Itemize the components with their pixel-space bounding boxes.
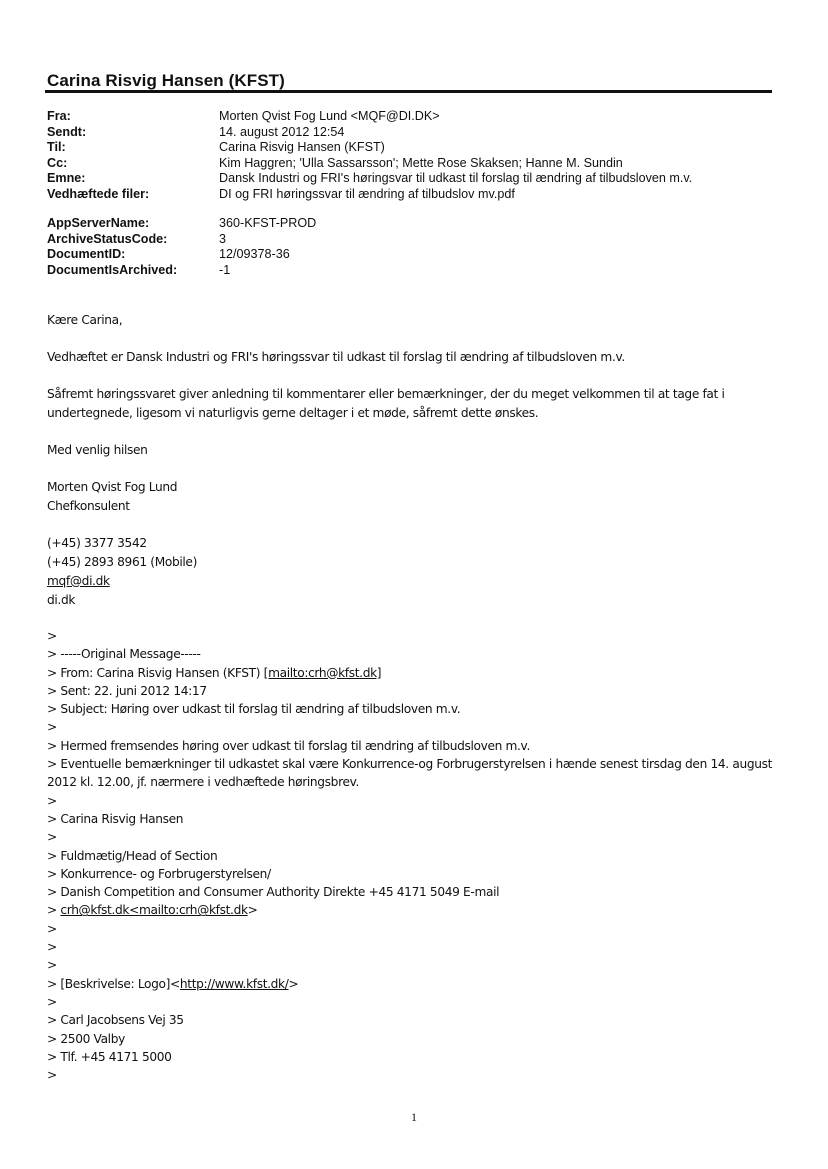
email-header-fields	[47, 109, 692, 202]
quote-sent: > Sent: 22. juni 2012 14:17	[47, 683, 207, 698]
field-document-id	[47, 247, 316, 263]
signature-name: Morten Qvist Fog Lund	[47, 480, 178, 494]
document-title: Carina Risvig Hansen (KFST)	[47, 71, 285, 90]
quote-role: > Fuldmætig/Head of Section	[47, 848, 218, 863]
field-subject	[47, 171, 692, 187]
quote-original-marker: > -----Original Message-----	[47, 647, 201, 662]
field-cc	[47, 156, 692, 172]
closing: Med venlig hilsen	[47, 443, 148, 457]
quote-logo: > [Beskrivelse: Logo]<http://www.kfst.dk/>	[47, 976, 299, 991]
quote-line: >	[47, 940, 57, 955]
field-label: Vedhæftede filer:	[47, 186, 150, 201]
signature-phone: (+45) 3377 3542	[47, 536, 147, 550]
signature-website: di.dk	[47, 593, 76, 607]
quote-eventuelle: > Eventuelle bemærkninger til udkastet skal være Konkurrence-og Forbrugerstyrelsen i hænde senest tirsdag den 14. august 2012 kl. 12.00, jf. nærmere i vedhæftede høringsbrev.	[47, 757, 773, 790]
quote-phone: > Tlf. +45 4171 5000	[47, 1049, 172, 1064]
field-label: Cc:	[47, 155, 68, 170]
archive-fields	[47, 216, 316, 278]
field-sent	[47, 125, 692, 141]
message-body	[47, 311, 782, 610]
field-value: -1	[219, 262, 231, 277]
field-app-server	[47, 216, 316, 232]
quote-line: >	[47, 793, 57, 808]
field-value: Kim Haggren; 'Ulla Sassarsson'; Mette Rose Skaksen; Hanne M. Sundin	[219, 155, 623, 170]
quote-authority: > Danish Competition and Consumer Authority Direkte +45 4171 5049 E-mail	[47, 885, 500, 900]
quote-city: > 2500 Valby	[47, 1031, 125, 1046]
field-label: Sendt:	[47, 124, 87, 139]
quote-name: > Carina Risvig Hansen	[47, 811, 184, 826]
paragraph-feedback: Såfremt høringssvaret giver anledning til kommentarer eller bemærkninger, der du meget velkommen til at tage fat i undertegnede, ligesom vi naturligvis gerne deltager i et møde, såfremt dette ønskes.	[47, 387, 725, 420]
quote-subject: > Subject: Høring over udkast til forslag til ændring af tilbudsloven m.v.	[47, 702, 461, 717]
page-number: 1	[411, 1110, 417, 1124]
field-value: Morten Qvist Fog Lund <MQF@DI.DK>	[219, 109, 440, 123]
field-label: AppServerName:	[47, 216, 150, 230]
quote-email: > crh@kfst.dk<mailto:crh@kfst.dk>	[47, 903, 258, 918]
quote-email-link[interactable]: crh@kfst.dk<mailto:crh@kfst.dk	[60, 903, 248, 918]
quote-line: >	[47, 1068, 57, 1083]
signature-email-link[interactable]: mqf@di.dk	[47, 574, 110, 588]
field-from	[47, 109, 692, 125]
field-label: Til:	[47, 140, 66, 154]
greeting: Kære Carina,	[47, 313, 123, 327]
quote-org: > Konkurrence- og Forbrugerstyrelsen/	[47, 866, 271, 881]
quote-line: >	[47, 921, 57, 936]
quote-line: >	[47, 958, 57, 973]
quote-street: > Carl Jacobsens Vej 35	[47, 1013, 184, 1028]
signature-title: Chefkonsulent	[47, 499, 130, 513]
quote-line: >	[47, 720, 57, 735]
title-divider	[45, 90, 772, 93]
field-value: Dansk Industri og FRI's høringsvar til udkast til forslag til ændring af tilbudsloven m.v.	[219, 171, 693, 185]
quote-line: >	[47, 830, 57, 845]
field-attachments	[47, 187, 692, 203]
field-value: DI og FRI høringssvar til ændring af tilbudslov mv.pdf	[219, 186, 515, 201]
quote-from: > From: Carina Risvig Hansen (KFST) [mailto:crh@kfst.dk]	[47, 665, 382, 680]
paragraph-attachment: Vedhæftet er Dansk Industri og FRI's høringssvar til udkast til forslag til ændring af tilbudsloven m.v.	[47, 350, 625, 364]
field-label: Fra:	[47, 109, 71, 123]
field-label: ArchiveStatusCode:	[47, 231, 168, 246]
field-to	[47, 140, 692, 156]
quote-line: >	[47, 994, 57, 1009]
field-value: 14. august 2012 12:54	[219, 124, 345, 139]
signature-mobile: (+45) 2893 8961 (Mobile)	[47, 555, 197, 569]
field-is-archived	[47, 263, 316, 279]
field-value: 12/09378-36	[219, 247, 290, 261]
quoted-original-message	[47, 627, 787, 1084]
quote-hermed: > Hermed fremsendes høring over udkast til forslag til ændring af tilbudsloven m.v.	[47, 738, 530, 753]
field-label: DocumentIsArchived:	[47, 262, 178, 277]
field-value: Carina Risvig Hansen (KFST)	[219, 140, 385, 154]
field-archive-status	[47, 232, 316, 248]
quote-mailto-link[interactable]: [mailto:crh@kfst.dk]	[263, 665, 382, 680]
field-label: Emne:	[47, 171, 86, 185]
quote-line: >	[47, 629, 57, 643]
field-label: DocumentID:	[47, 247, 126, 261]
field-value: 3	[219, 231, 227, 246]
quote-website-link[interactable]: http://www.kfst.dk/	[179, 976, 289, 991]
field-value: 360-KFST-PROD	[219, 216, 317, 230]
